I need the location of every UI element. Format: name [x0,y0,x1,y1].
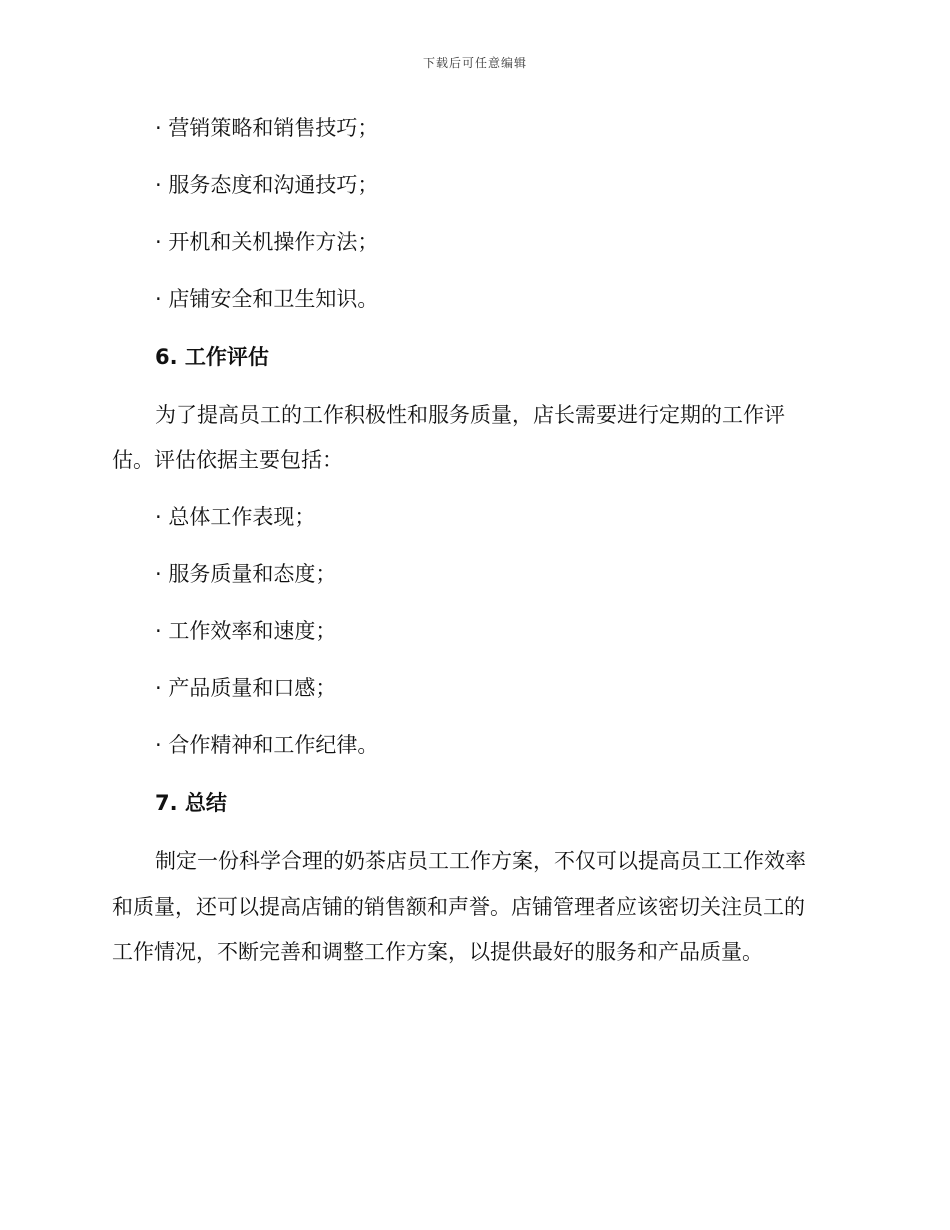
list-item: · 总体工作表现； [155,505,316,529]
page-header: 下载后可任意编辑 [422,56,527,70]
paragraph-line: 制定一份科学合理的奶茶店员工工作方案，不仅可以提高员工工作效率 [155,849,806,873]
list-item: · 服务态度和沟通技巧； [155,173,379,197]
list-item: · 店铺安全和卫生知识。 [155,287,379,311]
paragraph-line: 工作情况，不断完善和调整工作方案，以提供最好的服务和产品质量。 [112,940,763,964]
paragraph-line: 估。评估依据主要包括： [112,448,343,472]
list-item: · 工作效率和速度； [155,619,337,643]
section-heading-summary: 7. 总结 [155,791,227,815]
paragraph-line: 为了提高员工的工作积极性和服务质量，店长需要进行定期的工作评 [155,403,785,427]
section-heading-work-evaluation: 6. 工作评估 [155,345,269,369]
list-item: · 合作精神和工作纪律。 [155,733,379,757]
list-item: · 服务质量和态度； [155,562,337,586]
list-item: · 开机和关机操作方法； [155,230,379,254]
paragraph-line: 和质量，还可以提高店铺的销售额和声誉。店铺管理者应该密切关注员工的 [112,895,805,919]
list-item: · 营销策略和销售技巧； [155,116,379,140]
list-item: · 产品质量和口感； [155,676,337,700]
